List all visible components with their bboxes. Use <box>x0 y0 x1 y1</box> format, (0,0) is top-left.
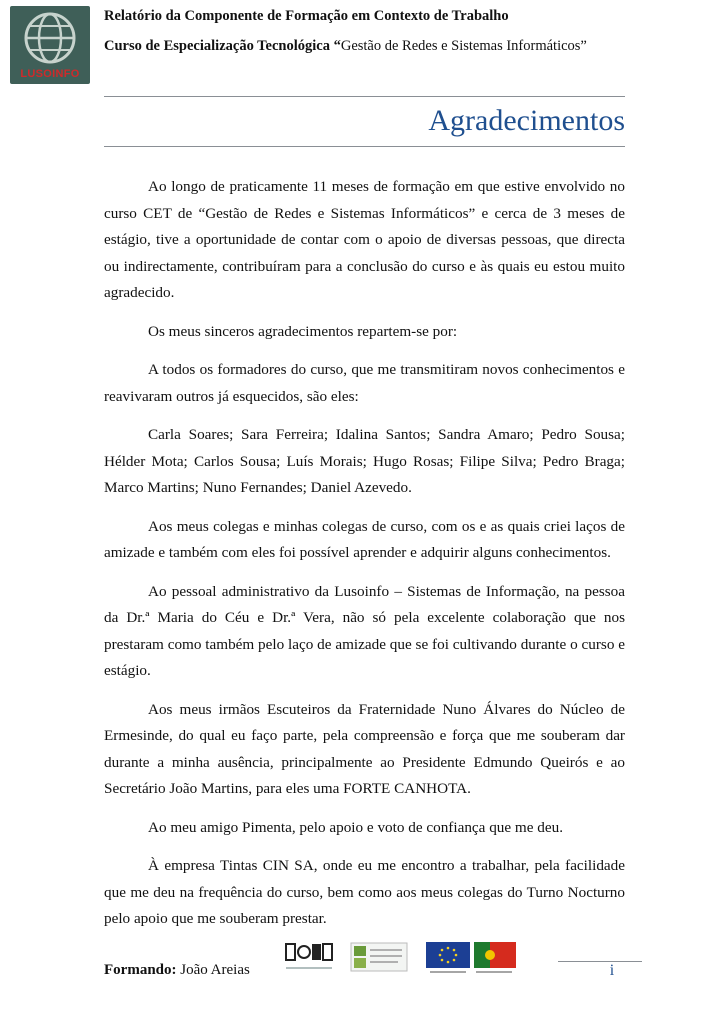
eu-flag-logo <box>426 942 470 976</box>
header-divider <box>104 96 625 97</box>
page-title: Agradecimentos <box>428 104 625 137</box>
paragraph: Aos meus colegas e minhas colegas de curso, com os e as quais criei laços de amizade e também com eles foi possível aprender e adquirir alguns conhecimentos. <box>104 517 625 561</box>
trainee-name <box>104 962 250 979</box>
trainee-value: João Areias <box>180 962 250 978</box>
paragraph: Ao meu amigo Pimenta, pelo apoio e voto de confiança que me deu. <box>148 818 564 836</box>
paragraph: Aos meus irmãos Escuteiros da Fraternidade Nuno Álvares do Núcleo de Ermesinde, do qual eu faço parte, pela compreensão e força que me souberam dar durante a minha ausência, principalmente ao Presidente Edmundo Queirós e ao Secretário João Martins, para eles uma FORTE CANHOTA. <box>104 700 625 797</box>
portugal-flag-logo <box>474 942 516 976</box>
paragraph: Ao pessoal administrativo da Lusoinfo – Sistemas de Informação, na pessoa da Dr.ª Maria do Céu e Dr.ª Vera, não só pela excelente colaboração que nos prestaram como também pelo laço de amizade que se foi cultivando durante o curso e estágio. <box>104 582 625 679</box>
paragraph: A todos os formadores do curso, que me transmitiram novos conhecimentos e reavivaram outros já esquecidos, são eles: <box>104 361 625 405</box>
globe-icon <box>22 11 78 65</box>
header-title: Relatório da Componente de Formação em Contexto de Trabalho <box>104 8 509 24</box>
trainee-label: Formando: <box>104 962 177 978</box>
poph-logo <box>284 942 334 976</box>
header-subtitle-bold: Curso de Especialização Tecnológica “ <box>104 38 341 54</box>
paragraph: Os meus sinceros agradecimentos repartem-se por: <box>148 322 458 340</box>
header-subtitle <box>104 38 587 55</box>
paragraph: Ao longo de praticamente 11 meses de formação em que estive envolvido no curso CET de “Gestão de Redes e Sistemas Informáticos” e cerca de 3 meses de estágio, tive a oportunidade de contar com o apoio de diversas pessoas, que directa ou indirectamente, contribuíram para a conclusão do curso e às quais eu estou muito agradecido. <box>104 178 625 301</box>
page-number: i <box>609 962 615 979</box>
paragraph: Carla Soares; Sara Ferreira; Idalina Santos; Sandra Amaro; Pedro Sousa; Hélder Mota; Carlos Sousa; Luís Morais; Hugo Rosas; Filipe Silva; Pedro Braga; Marco Martins; Nuno Fernandes; Daniel Azevedo. <box>104 426 625 496</box>
lusoinfo-logo <box>10 6 90 84</box>
title-divider <box>104 146 625 147</box>
logo-text: LUSOINFO <box>20 68 80 80</box>
qren-logo <box>350 942 408 972</box>
header-subtitle-normal: Gestão de Redes e Sistemas Informáticos” <box>340 38 587 54</box>
body-text <box>104 174 625 945</box>
paragraph: À empresa Tintas CIN SA, onde eu me encontro a trabalhar, pela facilidade que me deu na frequência do curso, bem como aos meus colegas do Turno Nocturno pelo apoio que me souberam prestar. <box>104 857 625 927</box>
